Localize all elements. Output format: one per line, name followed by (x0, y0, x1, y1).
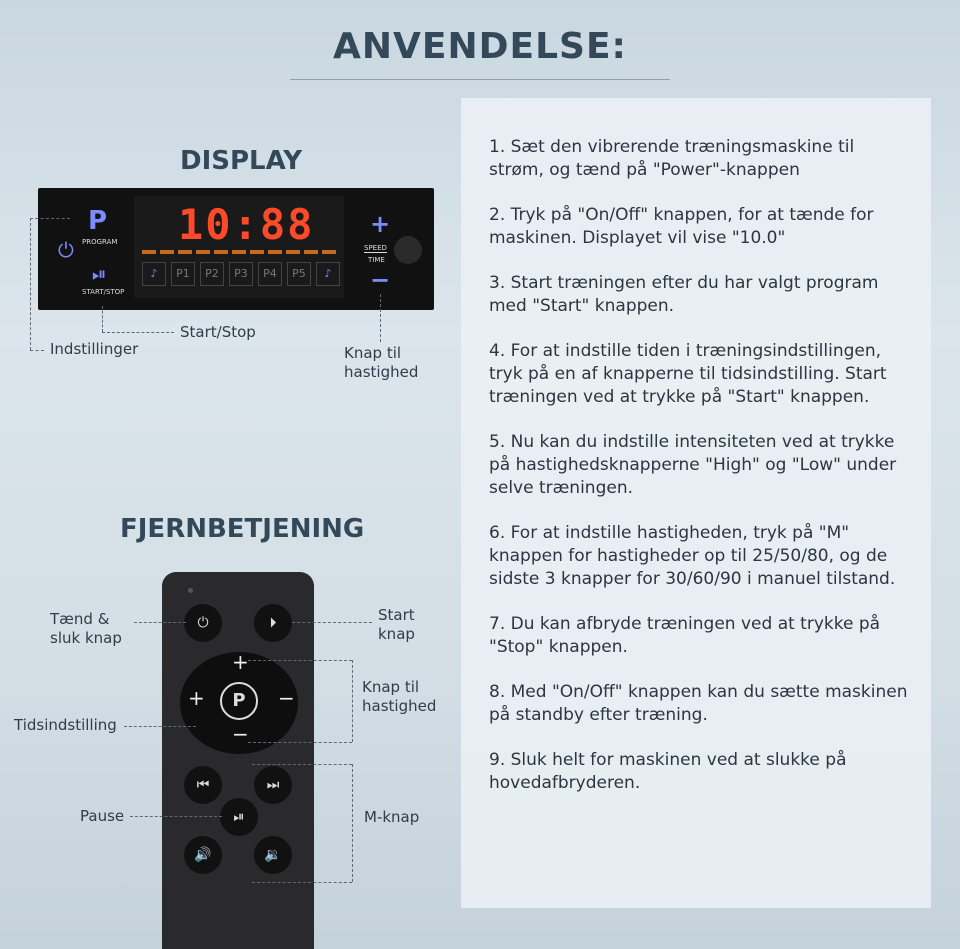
preset-p2[interactable]: P2 (200, 262, 224, 286)
preset-p1[interactable]: P1 (171, 262, 195, 286)
preset-p5[interactable]: P5 (287, 262, 311, 286)
step-9: 9. Sluk helt for maskinen ved at slukke på hovedafbryderen. (489, 750, 847, 793)
time-setting-callout: Tidsindstilling (14, 716, 117, 734)
m-leader-v (352, 764, 353, 882)
remote-speed-callout-line1: Knap til (362, 678, 420, 696)
remote-control (162, 572, 314, 949)
instruction-steps (489, 136, 909, 817)
speed-callout-line2: hastighed (344, 363, 419, 381)
step-1: 1. Sæt den vibrerende træningsmaskine til strøm, og tænd på "Power"-knappen (489, 137, 855, 180)
remote-speed-leader-v (352, 660, 353, 742)
remote-speed-minus[interactable]: − (232, 722, 249, 746)
settings-leader-bottom (30, 350, 44, 351)
settings-leader-v (30, 218, 31, 350)
startstop-leader-h (102, 332, 174, 333)
start-stop-label: START/STOP (82, 288, 125, 296)
time-readout: 10:88 (178, 200, 315, 249)
step-2: 2. Tryk på "On/Off" knappen, for at tænde for maskinen. Displayet vil vise "10.0" (489, 205, 874, 248)
m-button-callout: M-knap (364, 808, 420, 826)
display-panel (38, 188, 434, 310)
step-6: 6. For at indstille hastigheden, tryk på "M" knappen for hastigheder op til 25/50/80, og de sidste 3 knapper for 30/60/90 i manuel tilstand. (489, 523, 896, 589)
pause-leader (130, 816, 222, 817)
remote-logo-button[interactable]: P (220, 682, 258, 720)
display-heading: DISPLAY (180, 146, 303, 176)
ir-led (188, 588, 193, 593)
remote-next-button[interactable]: ⏭ (254, 766, 292, 804)
remote-speed-leader-top (248, 660, 352, 661)
power-callout-line1: Tænd & (50, 610, 110, 628)
remote-speed-leader-bottom (248, 742, 352, 743)
remote-volume-down-button[interactable]: 🔉 (254, 836, 292, 874)
speed-callout-line1: Knap til (344, 344, 402, 362)
preset-icon-left: ♪ (142, 262, 166, 286)
start-leader (292, 622, 372, 623)
preset-icon-right: ♪ (316, 262, 340, 286)
remote-time-minus[interactable]: − (278, 686, 295, 710)
remote-heading: FJERNBETJENING (120, 514, 365, 544)
speed-plus-button[interactable]: + (370, 210, 391, 238)
step-8: 8. Med "On/Off" knappen kan du sætte maskinen på standby efter træning. (489, 682, 908, 725)
preset-p4[interactable]: P4 (258, 262, 282, 286)
settings-callout: Indstillinger (50, 340, 139, 358)
startstop-leader-v (102, 306, 103, 332)
preset-p3[interactable]: P3 (229, 262, 253, 286)
program-button[interactable]: P (88, 206, 108, 236)
level-bar (142, 250, 337, 254)
speed-leader-v (380, 294, 381, 342)
remote-time-plus[interactable]: + (188, 686, 205, 710)
power-callout-line2: sluk knap (50, 629, 122, 647)
remote-volume-up-button[interactable]: 🔊 (184, 836, 222, 874)
power-icon[interactable]: ⏻ (58, 238, 74, 262)
preset-row (142, 262, 340, 286)
pause-callout: Pause (80, 807, 125, 825)
dial-knob[interactable] (394, 236, 422, 264)
power-leader (134, 622, 186, 623)
step-4: 4. For at indstille tiden i træningsindstillingen, tryk på en af knapperne til tidsindstilling. Start træningen ved at trykke på "Start" knappen. (489, 341, 887, 407)
step-5: 5. Nu kan du indstille intensiteten ved at trykke på hastighedsknapperne "High" og "Low" under selve træningen. (489, 432, 897, 498)
remote-prev-button[interactable]: ⏮ (184, 766, 222, 804)
time-label: TIME (368, 256, 385, 264)
remote-start-button[interactable]: ⏵ (254, 604, 292, 642)
start-callout-line1: Start (378, 606, 415, 624)
start-callout-line2: knap (378, 625, 415, 643)
page-title: ANVENDELSE: (333, 26, 627, 67)
title-divider (290, 79, 670, 80)
play-pause-icon[interactable]: ⏯ (92, 264, 107, 285)
remote-speed-plus[interactable]: + (232, 650, 249, 674)
speed-label: SPEED (364, 244, 387, 252)
remote-pause-button[interactable]: ⏯ (220, 798, 258, 836)
time-setting-leader (124, 726, 196, 727)
startstop-callout: Start/Stop (180, 323, 256, 341)
step-7: 7. Du kan afbryde træningen ved at trykke på "Stop" knappen. (489, 614, 881, 657)
program-label: PROGRAM (82, 238, 118, 246)
remote-speed-callout-line2: hastighed (362, 697, 437, 715)
speed-minus-button[interactable]: − (370, 266, 391, 294)
step-3: 3. Start træningen efter du har valgt program med "Start" knappen. (489, 273, 879, 316)
m-leader-bottom (252, 882, 352, 883)
remote-power-button[interactable]: ⏻ (184, 604, 222, 642)
settings-leader-top (30, 218, 70, 219)
m-leader-top (252, 764, 352, 765)
